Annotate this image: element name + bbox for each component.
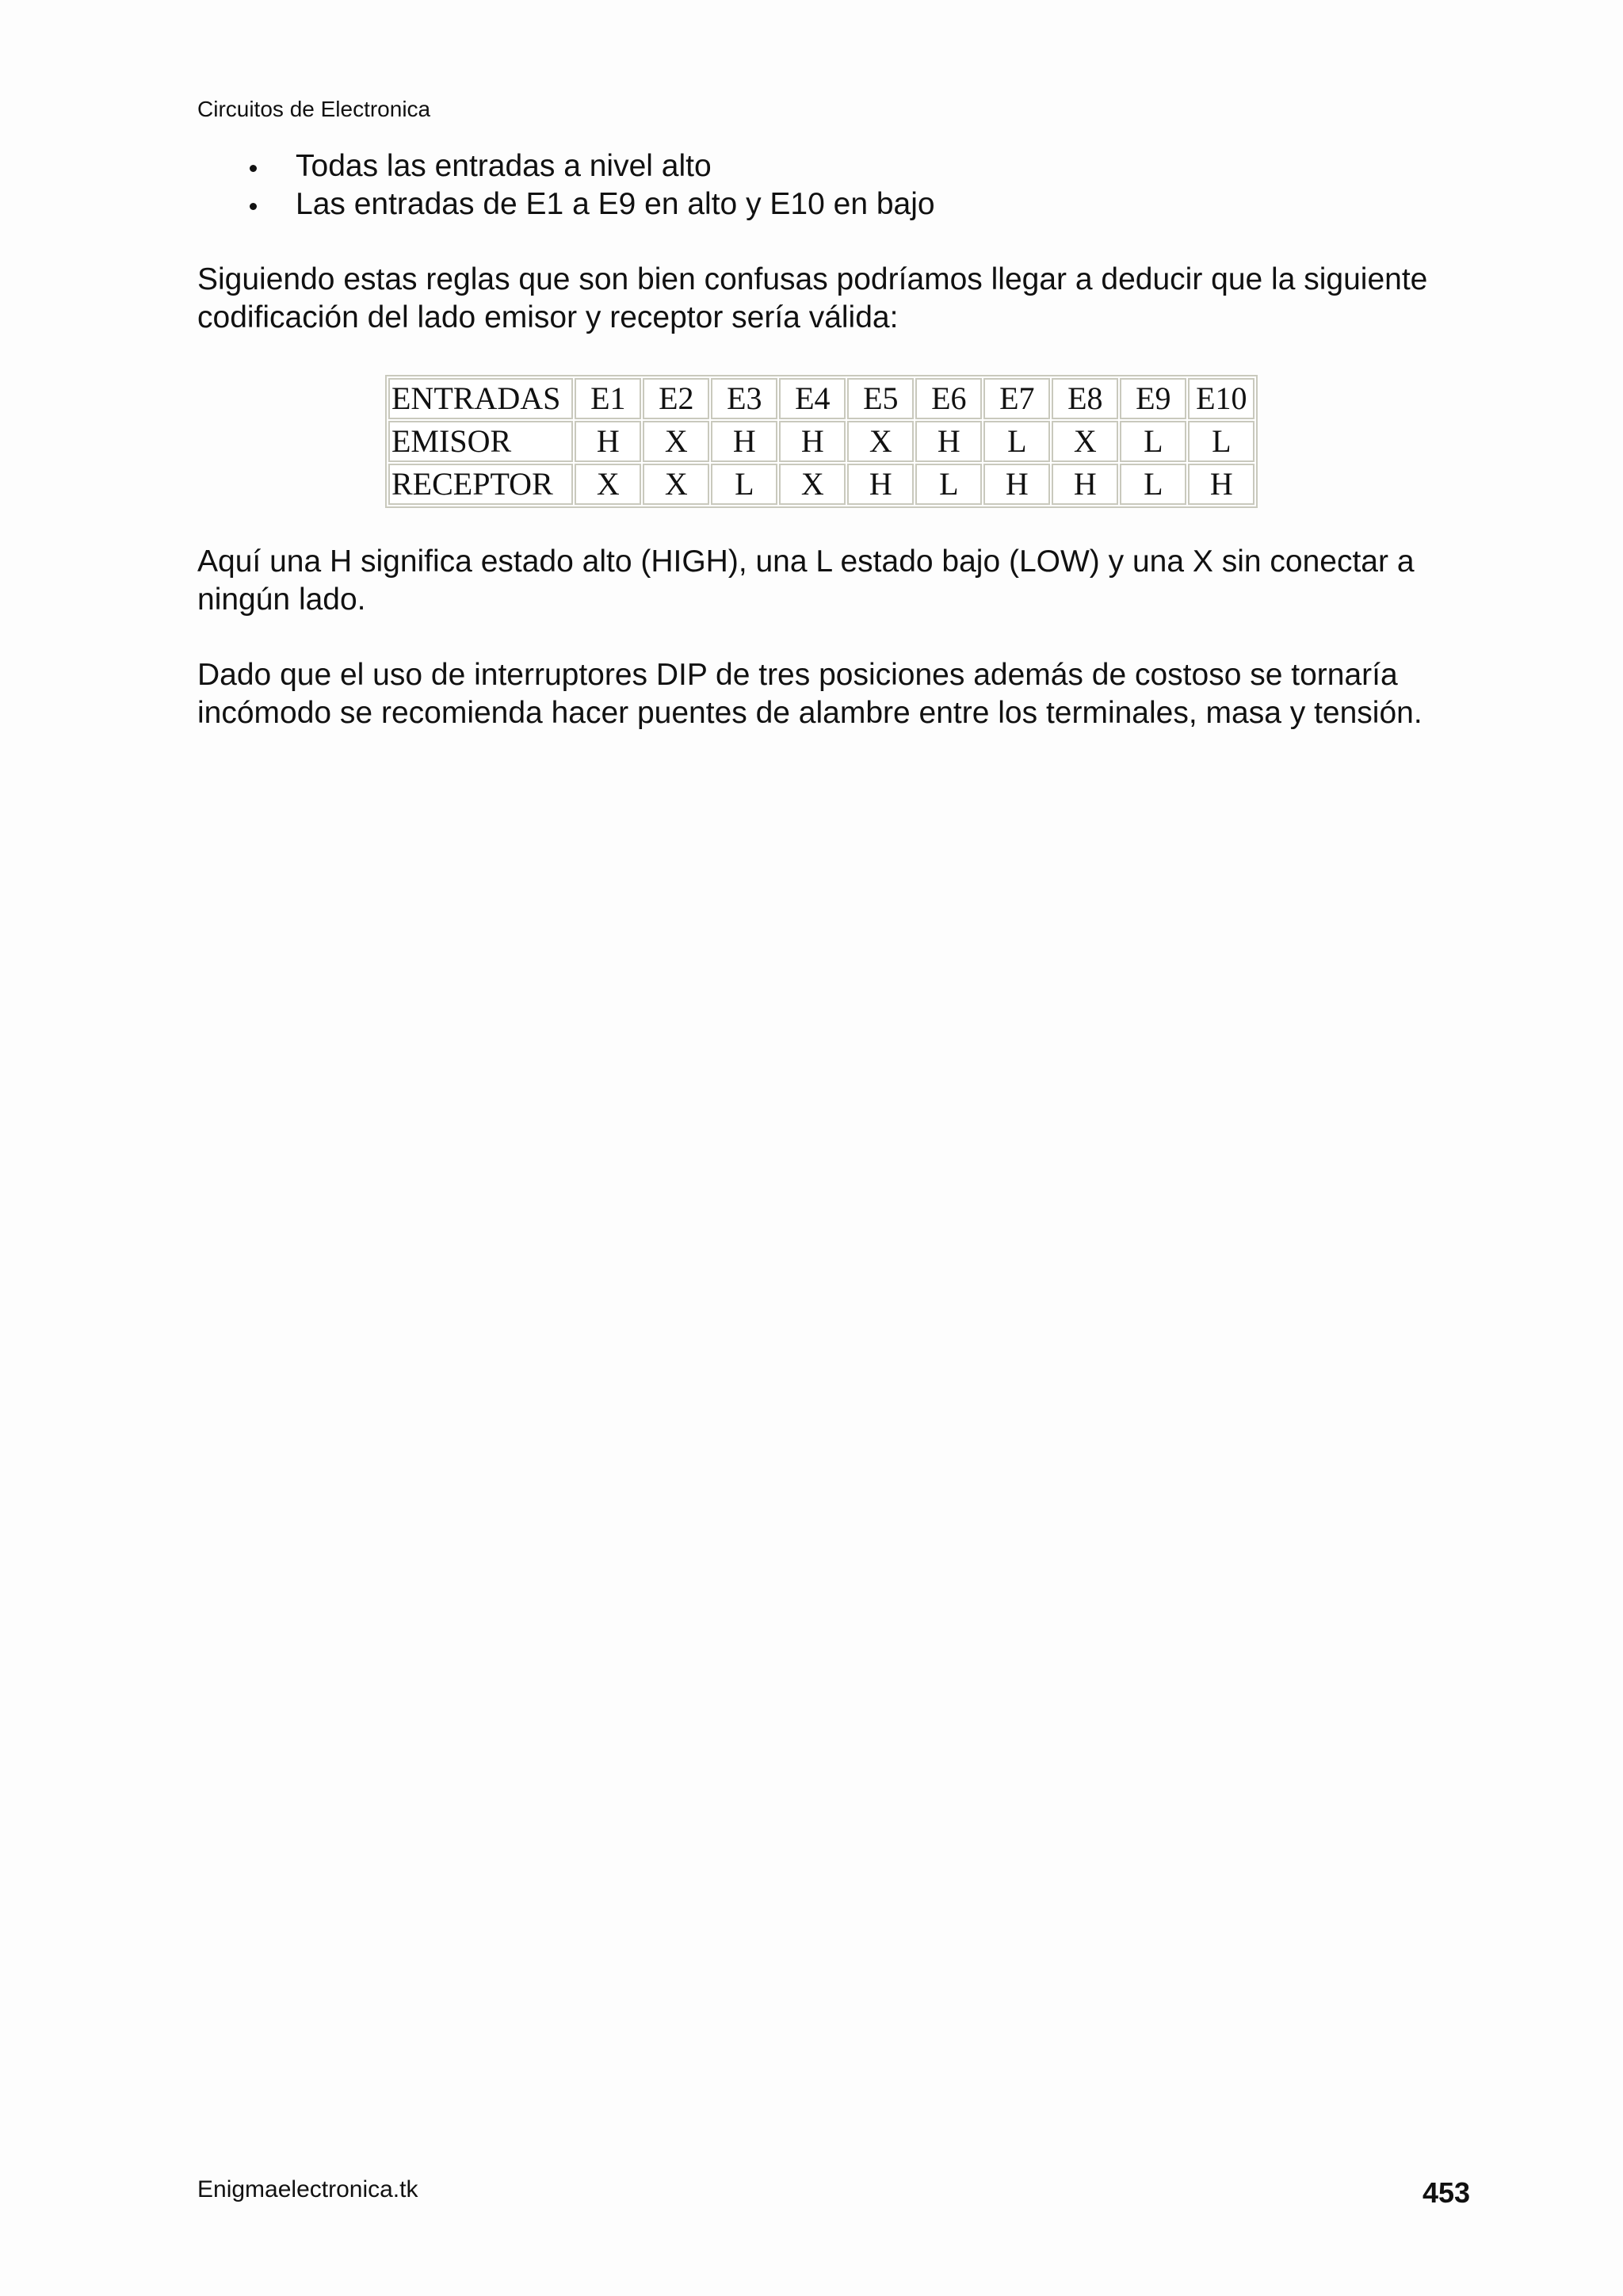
table-cell: X xyxy=(575,464,641,505)
table-cell: H xyxy=(983,464,1050,505)
table-cell: L xyxy=(711,464,777,505)
table-cell: H xyxy=(915,421,982,462)
column-header: E1 xyxy=(575,378,641,419)
table-cell: H xyxy=(711,421,777,462)
footer-site: Enigmaelectronica.tk xyxy=(197,2176,418,2202)
page-number: 453 xyxy=(1423,2176,1471,2209)
column-header: E7 xyxy=(983,378,1050,419)
list-item xyxy=(197,185,935,223)
table-cell: L xyxy=(983,421,1050,462)
bullet-icon xyxy=(250,203,257,210)
list-item-text: Todas las entradas a nivel alto xyxy=(296,149,712,183)
row-label: EMISOR xyxy=(388,421,573,462)
table-cell: X xyxy=(1052,421,1118,462)
table-cell: L xyxy=(1120,464,1186,505)
recommendation-paragraph: Dado que el uso de interruptores DIP de tres posiciones además de costoso se tornaría incómodo se recomienda hacer puentes de alambre entre los terminales, masa y tensión. xyxy=(197,658,1423,730)
column-header: E5 xyxy=(847,378,914,419)
coding-table xyxy=(385,375,1258,508)
column-header: E2 xyxy=(643,378,709,419)
table-cell: H xyxy=(1188,464,1254,505)
table-cell: X xyxy=(779,464,846,505)
table-header-label: ENTRADAS xyxy=(388,378,573,419)
table-cell: X xyxy=(643,464,709,505)
table-cell: X xyxy=(643,421,709,462)
table-cell: L xyxy=(915,464,982,505)
table-cell: H xyxy=(779,421,846,462)
column-header: E8 xyxy=(1052,378,1118,419)
list-item xyxy=(197,147,935,185)
column-header: E3 xyxy=(711,378,777,419)
column-header: E4 xyxy=(779,378,846,419)
table-cell: H xyxy=(575,421,641,462)
bullet-icon xyxy=(250,165,257,172)
table-row xyxy=(388,421,1254,462)
bullet-list xyxy=(197,147,935,223)
legend-paragraph: Aquí una H significa estado alto (HIGH), una L estado bajo (LOW) y una X sin conectar a ningún lado. xyxy=(197,544,1415,617)
list-item-text: Las entradas de E1 a E9 en alto y E10 en bajo xyxy=(296,187,935,221)
table-header-row xyxy=(388,378,1254,419)
table-cell: L xyxy=(1120,421,1186,462)
column-header: E9 xyxy=(1120,378,1186,419)
row-label: RECEPTOR xyxy=(388,464,573,505)
table-cell: X xyxy=(847,421,914,462)
intro-paragraph: Siguiendo estas reglas que son bien confusas podríamos llegar a deducir que la siguiente codificación del lado emisor y receptor sería válida: xyxy=(197,262,1428,334)
running-header: Circuitos de Electronica xyxy=(197,97,431,121)
column-header: E6 xyxy=(915,378,982,419)
table-cell: H xyxy=(847,464,914,505)
table-row xyxy=(388,464,1254,505)
column-header: E10 xyxy=(1188,378,1254,419)
table-cell: H xyxy=(1052,464,1118,505)
table-cell: L xyxy=(1188,421,1254,462)
